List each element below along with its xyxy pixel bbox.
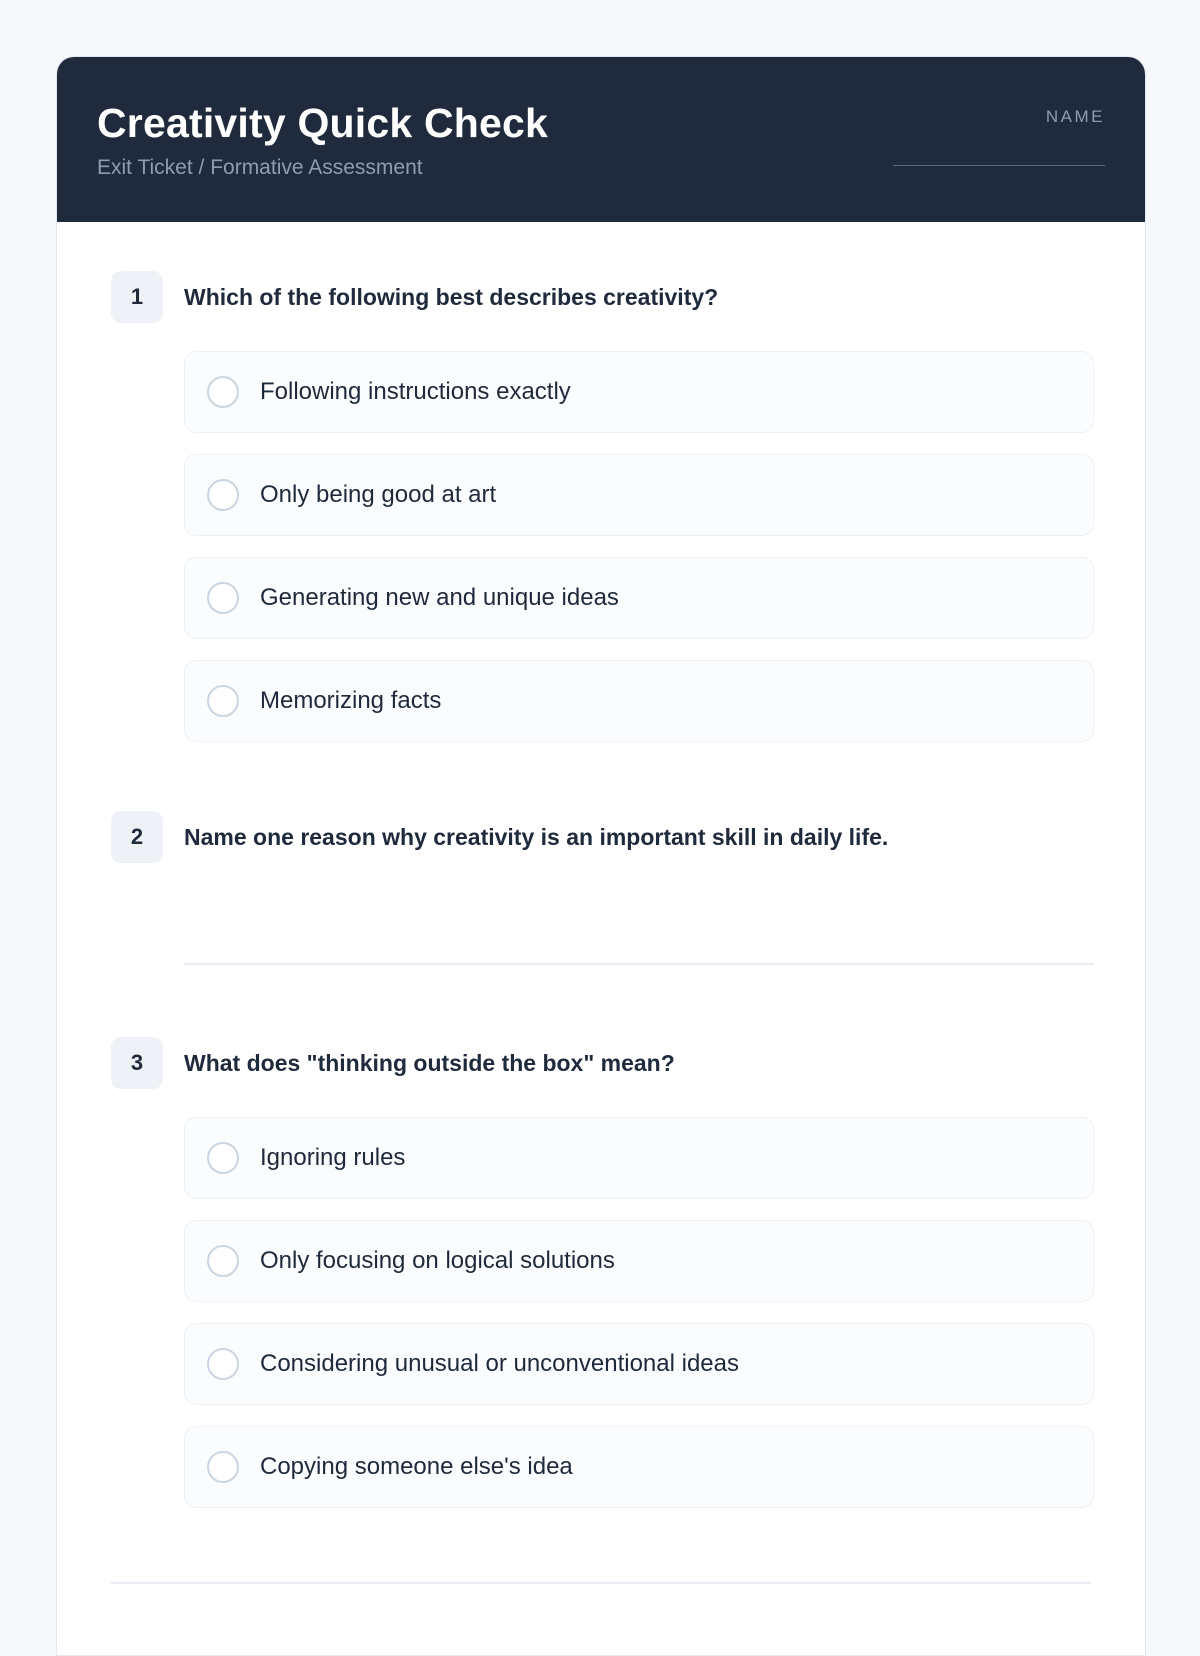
section-divider	[111, 1582, 1091, 1584]
question-number-badge: 1	[111, 271, 163, 323]
option-q1-a[interactable]	[184, 351, 1094, 433]
name-field[interactable]	[893, 107, 1105, 166]
option-q3-d[interactable]	[184, 1426, 1094, 1508]
option-label: Following instructions exactly	[260, 378, 571, 405]
answer-options	[184, 1117, 1094, 1508]
option-q1-b[interactable]	[184, 454, 1094, 536]
option-q3-c[interactable]	[184, 1323, 1094, 1405]
option-label: Considering unusual or unconventional ideas	[260, 1350, 739, 1377]
name-input-line[interactable]	[893, 165, 1105, 166]
quiz-card	[56, 56, 1146, 1656]
question-text: Name one reason why creativity is an important skill in daily life.	[184, 823, 889, 850]
option-label: Memorizing facts	[260, 687, 442, 714]
option-q1-c[interactable]	[184, 557, 1094, 639]
option-label: Generating new and unique ideas	[260, 584, 619, 611]
question-1	[111, 271, 1091, 763]
option-label: Copying someone else's idea	[260, 1453, 573, 1480]
name-label: NAME	[1045, 107, 1105, 126]
radio-button[interactable]	[207, 1142, 239, 1174]
question-text: What does "thinking outside the box" mean?	[184, 1049, 675, 1076]
option-label: Ignoring rules	[260, 1144, 406, 1171]
radio-button[interactable]	[207, 685, 239, 717]
question-text: Which of the following best describes creativity?	[184, 283, 719, 310]
question-number-badge: 3	[111, 1037, 163, 1089]
page-title: Creativity Quick Check	[97, 100, 549, 146]
radio-button[interactable]	[207, 1348, 239, 1380]
answer-options	[184, 351, 1094, 742]
short-answer-line[interactable]	[184, 963, 1094, 965]
question-3	[111, 1037, 1091, 1529]
radio-button[interactable]	[207, 479, 239, 511]
question-number-badge: 2	[111, 811, 163, 863]
radio-button[interactable]	[207, 1245, 239, 1277]
option-label: Only focusing on logical solutions	[260, 1247, 615, 1274]
option-q3-b[interactable]	[184, 1220, 1094, 1302]
option-q3-a[interactable]	[184, 1117, 1094, 1199]
radio-button[interactable]	[207, 376, 239, 408]
option-label: Only being good at art	[260, 481, 497, 508]
quiz-header	[57, 57, 1145, 222]
option-q1-d[interactable]	[184, 660, 1094, 742]
radio-button[interactable]	[207, 582, 239, 614]
page-subtitle: Exit Ticket / Formative Assessment	[97, 156, 423, 180]
question-2	[111, 811, 1091, 965]
radio-button[interactable]	[207, 1451, 239, 1483]
